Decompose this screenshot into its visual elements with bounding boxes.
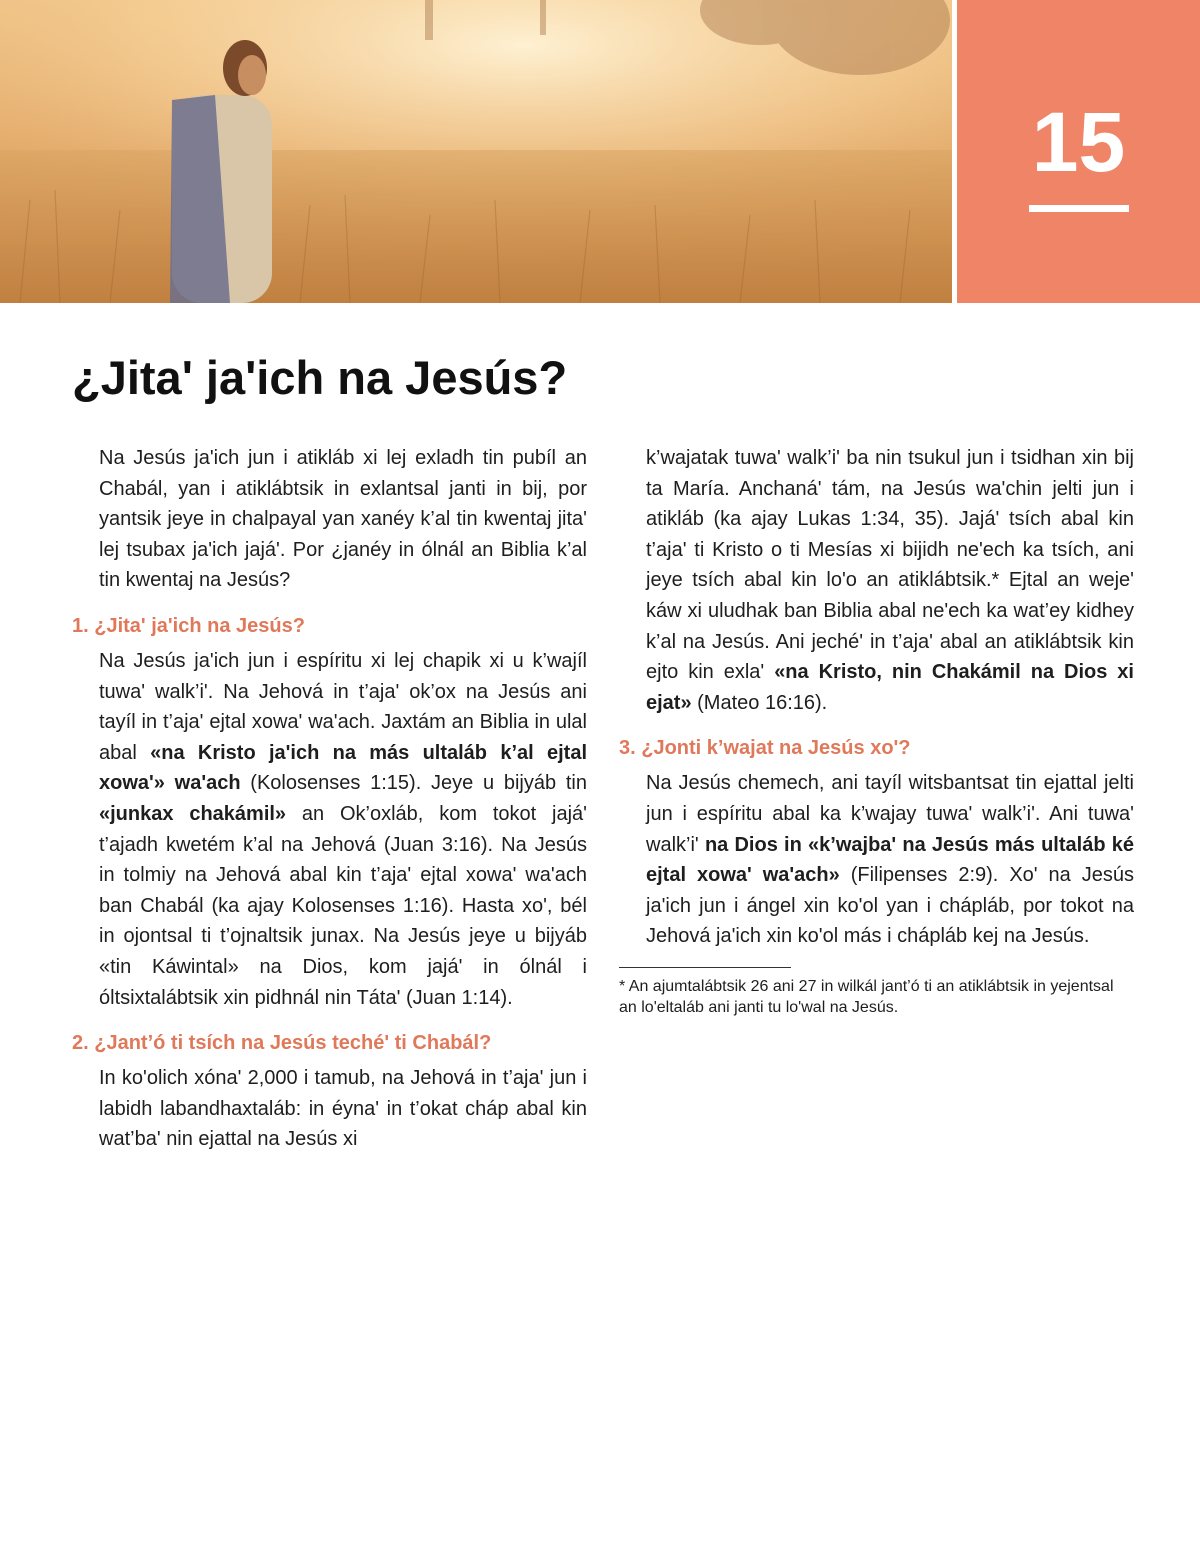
right-column — [619, 443, 1134, 1018]
bold-phrase: na Dios in «k’wajba' na Jesús más ultaláb ké ejtal xowa' wa'ach» — [646, 833, 1134, 887]
footnote: * An ajumtalábtsik 26 ani 27 in wilkál jant’ó ti an atiklábtsik in yejentsal an lo'eltaláb ani janti tu lo'wal na Jesús. — [619, 977, 1114, 1016]
bold-phrase: «junkax chakámil» — [99, 802, 287, 825]
field-illustration — [0, 0, 952, 303]
lesson-number-underline — [1029, 205, 1129, 212]
section-2-heading: 2. ¿Jant’ó ti tsích na Jesús teché' ti Chabál? — [72, 1032, 492, 1055]
page-title: ¿Jita' ja'ich na Jesús? — [72, 351, 568, 404]
intro-paragraph: Na Jesús ja'ich jun i atikláb xi lej exladh tin pubíl an Chabál, yan i atiklábtsik in exlantsal janti in bij, por yantsik jeye in chalpayal yan xanéy k’al tin kwentaj jita' lej tsubax ja'ich jajá'. Por ¿janéy in ólnál an Biblia k’al tin kwentaj na Jesús? — [99, 447, 587, 592]
section-3-paragraph: Na Jesús chemech, ani tayíl witsbantsat tin ejattal jelti jun i espíritu abal ka k’wajay tuwa' walk’i'. Ani tuwa' walk’i' na Dios in «k’wajba' na Jesús más ultaláb ké ejtal xowa' wa'ach» (Filipenses 2:9). Xo' na Jesús ja'ich jun i ángel xin ko'ol yan i chápláb, por tokot na Jehová ja'ich xin ko'ol más i chápláb kej na Jesús. — [646, 772, 1134, 948]
lesson-number: 15 — [1031, 95, 1126, 189]
section-3-heading: 3. ¿Jonti k’wajat na Jesús xo'? — [619, 737, 911, 760]
section-1-paragraph: Na Jesús ja'ich jun i espíritu xi lej chapik xi u k’wajíl tuwa' walk’i'. Na Jehová in t’aja' ok’ox na Jesús ani tayíl in t’aja' ejtal xowa' wa'ach. Jaxtám an Biblia in ulal abal «na Kristo ja'ich na más ultaláb k’al ejtal xowa'» wa'ach (Kolosenses 1:15). Jeye u bijyáb tin «junkax chakámil» an Ok’oxláb, kom tokot jajá' t’ajadh kwetém k’al na Jehová (Juan 3:16). Na Jesús in tolmiy na Jehová abal kin t’aja' ejtal xowa' wa'ach ban Chabál (ka ajay Kolosenses 1:16). Hasta xo', bél in ojontsal ti t’ojnaltsik junax. Na Jesús jeye u bijyáb «tin Káwintal» na Dios, kom jajá' in ólnál i óltsixtalábtsik xin pidhnál nin Táta' (Juan 1:14). — [99, 649, 587, 1009]
bold-phrase: «na Kristo ja'ich na más ultaláb k’al ejtal xowa'» wa'ach — [99, 741, 587, 795]
section-2-paragraph: In ko'olich xóna' 2,000 i tamub, na Jehová in t’aja' jun i labidh labandhaxtaláb: in éyna' in t’okat cháp abal kin wat’ba' nin ejattal na Jesús xi — [99, 1067, 587, 1151]
left-column — [72, 443, 587, 1155]
section-2-paragraph-continued: k’wajatak tuwa' walk’i' ba nin tsukul jun i tsidhan xin bij ta María. Anchaná' tám, na Jesús wa'chin jelti jun i atikláb (ka ajay Lukas 1:34, 35). Jajá' tsích abal kin t’aja' ti Kristo o ti Mesías xi bijidh ne'ech ka tsích, ani jeye tsích abal kin lo'o an atiklábtsik.* Ejtal an weje' káw xi uludhak ban Biblia abal ne'ech ka wat’ey kidhey k’al na Jesús. Ani jeché' in t’aja' abal an atiklábtsik kin ejto kin exla' «na Kristo, nin Chakámil na Dios xi ejat» (Mateo 16:16). — [646, 447, 1134, 714]
hero-photo — [0, 0, 952, 303]
section-1-heading: 1. ¿Jita' ja'ich na Jesús? — [72, 614, 305, 637]
bold-phrase: «na Kristo, nin Chakámil na Dios xi ejat» — [646, 661, 1134, 714]
lesson-number-box — [957, 0, 1200, 303]
footnote-divider — [619, 967, 791, 968]
